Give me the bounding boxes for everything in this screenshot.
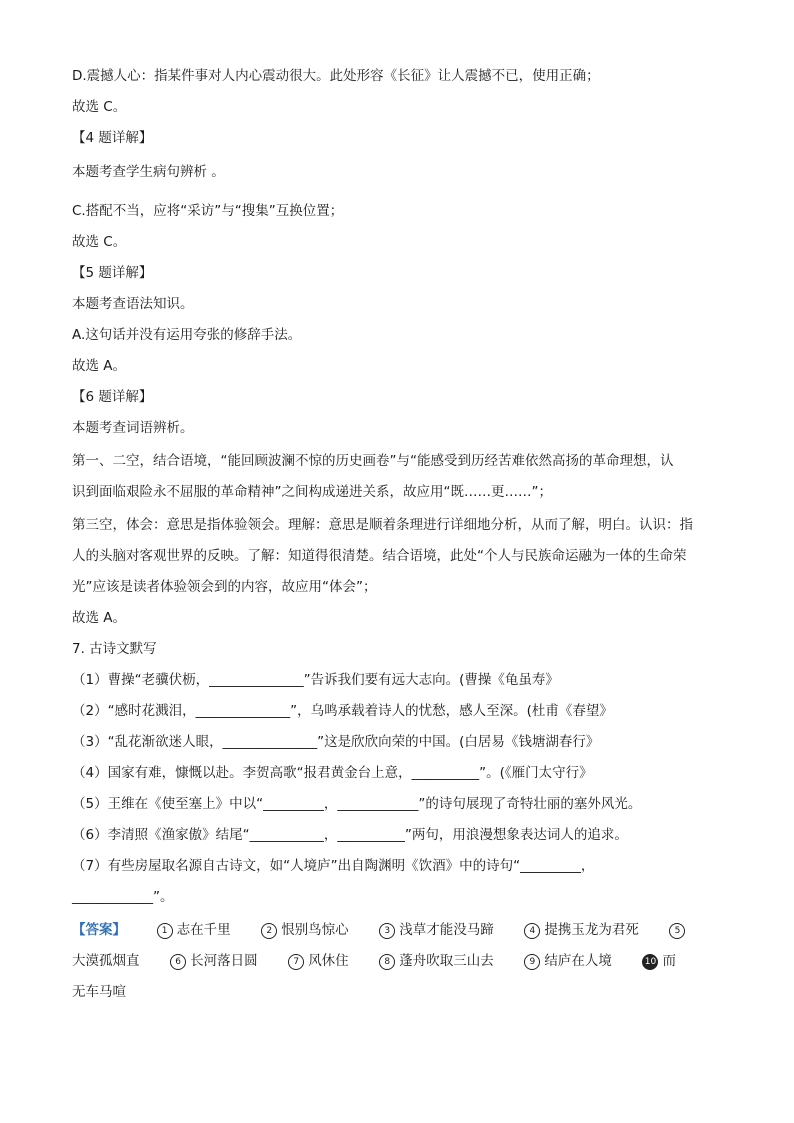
section-heading: 【4 题详解】 <box>72 130 153 146</box>
answer-label: 【答案】 <box>72 922 126 938</box>
answer-text-10-part1: 而 <box>662 953 676 969</box>
text-line: 故选 A。 <box>72 358 127 374</box>
answer-line-3 <box>72 982 126 1002</box>
answer-number-10: 10 <box>642 954 658 970</box>
answer-text-10-part2: 无车马喧 <box>72 984 126 1000</box>
answer-text-1: 志在千里 <box>176 922 231 938</box>
answer-text-2: 恨别鸟惊心 <box>281 922 349 938</box>
section-heading: 【5 题详解】 <box>72 265 153 281</box>
text-line: 故选 A。 <box>72 610 127 626</box>
text-line: 光”应该是读者体验领会到的内容，故应用“体会”； <box>72 579 377 595</box>
section-heading: 【6 题详解】 <box>72 389 153 405</box>
answer-number-7: 7 <box>288 954 304 970</box>
text-line: 识到面临艰险永不屈服的革命精神”之间构成递进关系，故应用“既……更……”； <box>72 484 552 500</box>
answer-text-6: 长河落日圆 <box>190 953 258 969</box>
answer-number-3: 3 <box>379 923 395 939</box>
answer-text-7: 风休住 <box>308 953 349 969</box>
text-line: 本题考查学生病句辨析 。 <box>72 164 225 180</box>
text-line: 第一、二空，结合语境，“能回顾波澜不惊的历史画卷”与“能感受到历经苦难依然高扬的革命理想，认 <box>72 453 674 469</box>
answer-number-9: 9 <box>524 954 540 970</box>
text-line: 故选 C。 <box>72 99 127 115</box>
text-line: D.震撼人心：指某件事对人内心震动很大。此处形容《长征》让人震撼不已，使用正确； <box>72 68 600 84</box>
answer-text-8: 蓬舟吹取三山去 <box>399 953 494 969</box>
question-item: （2）“感时花溅泪，______________”，乌鸣承载着诗人的忧愁，感人至深。(杜甫《春望》 <box>72 703 613 719</box>
question-title: 7. 古诗文默写 <box>72 641 157 657</box>
answer-text-3: 浅草才能没马蹄 <box>399 922 494 938</box>
answer-number-4: 4 <box>524 923 540 939</box>
question-item: （6）李清照《渔家傲》结尾“___________，__________”两句，用浪漫想象表达词人的追求。 <box>72 827 628 843</box>
text-line: 本题考查语法知识。 <box>72 296 194 312</box>
text-line: 第三空，体会：意思是指体验领会。理解：意思是顺着条理进行详细地分析，从而了解，明白。认识：指 <box>72 517 693 533</box>
answer-line-2 <box>72 951 676 971</box>
answer-line-1 <box>72 920 689 940</box>
question-item: （7）有些房屋取名源自古诗文，如“人境庐”出自陶渊明《饮酒》中的诗句“_________， <box>72 858 595 874</box>
text-line: 故选 C。 <box>72 234 127 250</box>
text-line: 本题考查词语辨析。 <box>72 420 194 436</box>
question-item: （4）国家有难，慷慨以赴。李贺高歌“报君黄金台上意，__________”。(《雁门太守行》 <box>72 765 593 781</box>
text-line: C.搭配不当，应将“采访”与“搜集”互换位置； <box>72 203 344 219</box>
text-line: 人的头脑对客观世界的反映。了解：知道得很清楚。结合语境，此处“个人与民族命运融为一体的生命荣 <box>72 548 687 564</box>
question-item: （3）“乱花渐欲迷人眼，______________”这是欣欣向荣的中国。(白居易《钱塘湖春行》 <box>72 734 600 750</box>
question-item: （1）曹操“老骥伏枥，______________”告诉我们要有远大志向。(曹操《龟虽寿》 <box>72 672 559 688</box>
answer-number-1: 1 <box>157 923 173 939</box>
answer-number-8: 8 <box>379 954 395 970</box>
question-item: （5）王维在《使至塞上》中以“_________，____________”的诗句展现了奇特壮丽的塞外风光。 <box>72 796 642 812</box>
answer-text-4: 提携玉龙为君死 <box>544 922 639 938</box>
text-line: A.这句话并没有运用夸张的修辞手法。 <box>72 327 302 343</box>
answer-number-2: 2 <box>261 923 277 939</box>
answer-number-6: 6 <box>170 954 186 970</box>
answer-number-5: 5 <box>669 923 685 939</box>
answer-text-5: 大漠孤烟直 <box>72 953 140 969</box>
answer-text-9: 结庐在人境 <box>544 953 612 969</box>
question-item: ____________”。 <box>72 889 174 905</box>
